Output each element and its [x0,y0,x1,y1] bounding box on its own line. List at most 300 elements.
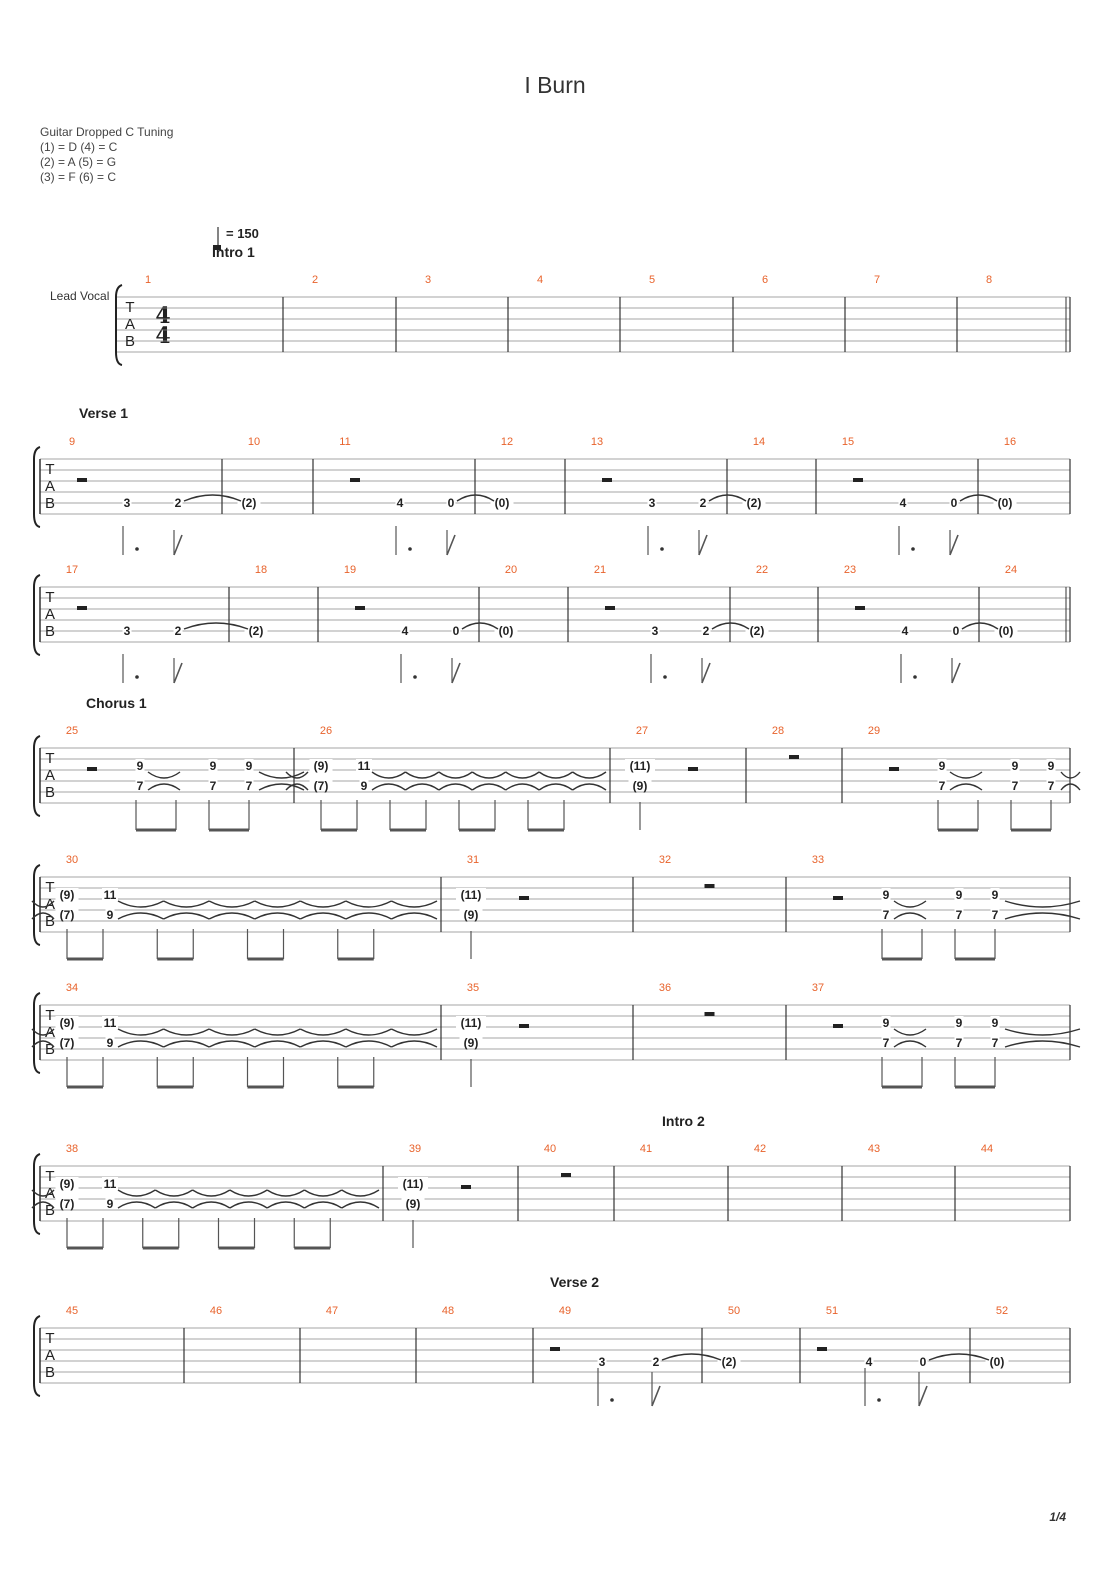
measure-number: 43 [867,1143,881,1155]
beam [143,1247,179,1250]
fret-number: (9) [59,1016,75,1030]
tie [894,1029,926,1035]
tie [1005,913,1080,919]
tab-clef-letter: A [44,767,56,784]
half-rest [550,1347,560,1351]
dot [660,547,664,551]
system-bracket [34,447,40,527]
measure-number: 17 [65,564,79,576]
note-flag [950,535,958,555]
fret-number: (9) [59,1177,75,1191]
measure-number: 6 [761,274,769,286]
tie [267,1190,304,1196]
tie [193,1202,230,1208]
measure-number: 7 [873,274,881,286]
measure-number: 20 [504,564,518,576]
dot [663,675,667,679]
half-rest [77,478,87,482]
fret-number: 7 [1011,779,1019,793]
tab-clef-letter: T [45,461,55,478]
beam [390,829,426,832]
half-rest [350,478,360,482]
fret-number: 0 [950,496,958,510]
beam [248,1086,284,1089]
fret-number: (9) [59,888,75,902]
measure-number: 24 [1004,564,1018,576]
fret-number: 9 [991,1016,999,1030]
fret-number: 7 [882,1036,890,1050]
half-rest [833,1024,843,1028]
beam [209,829,249,832]
fret-number: (2) [721,1355,737,1369]
fret-number: (11) [629,759,651,773]
fret-number: (2) [241,496,257,510]
tie [118,1041,164,1047]
tab-clef-letter: B [44,495,56,512]
tie [118,913,164,919]
measure-number: 11 [339,436,351,448]
tie [164,901,210,907]
tab-clef-letter: T [45,1330,55,1347]
measure-number: 36 [658,982,672,994]
measure-number: 37 [811,982,825,994]
measure-number: 44 [980,1143,994,1155]
tie [346,1041,392,1047]
section-label: Verse 2 [550,1274,600,1290]
tie [255,913,301,919]
tie [391,1041,437,1047]
fret-number: 0 [919,1355,927,1369]
fret-number: 4 [401,624,409,638]
measure-number: 26 [319,725,333,737]
half-rest [87,767,97,771]
beam [67,958,103,961]
tie [506,772,539,778]
fret-number: 4 [901,624,909,638]
tie [539,784,572,790]
fret-number: (7) [59,1036,75,1050]
tie [118,1190,155,1196]
tie [184,495,241,501]
fret-number: 2 [699,496,707,510]
system-bracket [34,1316,40,1396]
fret-number: (9) [463,908,479,922]
half-rest [855,606,865,610]
beam [338,958,374,961]
fret-number: (9) [405,1197,421,1211]
tuning-line: (1) = D (4) = C [40,140,118,154]
beam [938,829,978,832]
fret-number: 7 [136,779,144,793]
measure-number: 9 [68,436,76,448]
measure-number: 40 [543,1143,557,1155]
tie [391,1029,437,1035]
fret-number: (0) [494,496,510,510]
fret-number: (0) [989,1355,1005,1369]
measure-number: 50 [727,1305,741,1317]
measure-number: 23 [843,564,857,576]
fret-number: 0 [952,624,960,638]
beam [321,829,357,832]
fret-number: 9 [245,759,253,773]
dot [911,547,915,551]
tie [304,1202,341,1208]
fret-number: 9 [136,759,144,773]
tie [573,772,606,778]
measure-number: 1 [144,274,152,286]
measure-number: 19 [343,564,357,576]
tab-clef-letter: T [45,879,55,896]
tie [209,913,255,919]
half-rest [461,1185,471,1189]
beam [338,1086,374,1089]
fret-number: 7 [955,1036,963,1050]
tie [391,913,437,919]
tab-clef-letter: T [45,1007,55,1024]
fret-number: (0) [998,624,1014,638]
fret-number: 7 [955,908,963,922]
fret-number: 9 [938,759,946,773]
beam [955,958,995,961]
tie [472,772,505,778]
tab-clef-letter: A [44,606,56,623]
tie [164,1041,210,1047]
measure-number: 3 [424,274,432,286]
tab-clef-letter: A [124,316,136,333]
fret-number: 7 [991,908,999,922]
tie [118,1202,155,1208]
note-flag [952,663,960,683]
half-rest [519,1024,529,1028]
measure-number: 39 [408,1143,422,1155]
fret-number: 9 [106,908,114,922]
tuning-heading: Guitar Dropped C Tuning [40,125,174,139]
measure-number: 32 [658,854,672,866]
tie [1005,901,1080,907]
tab-clef-letter: B [44,1202,56,1219]
tie [1005,1029,1080,1035]
measure-number: 18 [254,564,268,576]
measure-number: 25 [65,725,79,737]
fret-number: 7 [209,779,217,793]
half-rest [602,478,612,482]
beam [136,829,176,832]
tie [300,901,346,907]
measure-number: 13 [590,436,604,448]
tie [539,772,572,778]
fret-number: 9 [1011,759,1019,773]
half-rest [853,478,863,482]
measure-number: 8 [985,274,993,286]
measure-number: 4 [536,274,544,286]
tie [118,901,164,907]
beam [459,829,495,832]
tab-clef-letter: T [45,1168,55,1185]
measure-number: 31 [466,854,480,866]
half-rest [355,606,365,610]
fret-number: 9 [106,1197,114,1211]
tie [255,1029,301,1035]
tab-clef-letter: A [44,1347,56,1364]
beam [882,958,922,961]
fret-number: 0 [447,496,455,510]
tie [894,1041,926,1047]
measure-number: 52 [995,1305,1009,1317]
tie [573,784,606,790]
tie [662,1354,721,1360]
beam [67,1247,103,1250]
dot [877,1398,881,1402]
measure-number: 2 [311,274,319,286]
measure-number: 45 [65,1305,79,1317]
beam [294,1247,330,1250]
tie [894,913,926,919]
tie [462,623,498,629]
tie [259,772,304,778]
tie [472,784,505,790]
half-rest [605,606,615,610]
half-rest [519,896,529,900]
tuning-line: (3) = F (6) = C [40,170,117,184]
dot [408,547,412,551]
tie [405,784,438,790]
beam [955,1086,995,1089]
tie [230,1202,267,1208]
tie [346,901,392,907]
tie [118,1029,164,1035]
tie [184,623,248,629]
half-rest [561,1173,571,1177]
fret-number: (0) [498,624,514,638]
half-rest [705,1012,715,1016]
time-signature-bottom: 4 [155,323,171,349]
measure-number: 42 [753,1143,767,1155]
measure-number: 28 [771,725,785,737]
fret-number: (0) [997,496,1013,510]
half-rest [889,767,899,771]
tab-clef-letter: B [124,333,136,350]
tie [894,901,926,907]
fret-number: 4 [899,496,907,510]
measure-number: 51 [825,1305,839,1317]
tempo-marking: = 150 [226,226,259,241]
fret-number: (2) [248,624,264,638]
tie [300,1041,346,1047]
fret-number: 11 [103,1016,117,1030]
tab-clef-letter: A [44,478,56,495]
dot [135,675,139,679]
note-flag [174,535,182,555]
section-label: Intro 2 [662,1113,705,1129]
measure-number: 34 [65,982,79,994]
beam [67,1086,103,1089]
measure-number: 35 [466,982,480,994]
fret-number: (7) [313,779,329,793]
fret-number: (7) [59,908,75,922]
fret-number: (2) [749,624,765,638]
fret-number: 4 [396,496,404,510]
dot [413,675,417,679]
note-flag [652,1386,660,1406]
tie [372,772,405,778]
tie [193,1190,230,1196]
fret-number: 2 [174,496,182,510]
tie [164,1029,210,1035]
beam [1011,829,1051,832]
fret-number: 9 [955,888,963,902]
note-flag [174,663,182,683]
tie [439,784,472,790]
fret-number: 11 [357,759,371,773]
tie [346,913,392,919]
fret-number: 2 [652,1355,660,1369]
tie [950,772,982,778]
half-rest [688,767,698,771]
tie [255,901,301,907]
fret-number: 3 [123,496,131,510]
tab-clef-letter: B [44,913,56,930]
fret-number: (11) [460,1016,482,1030]
fret-number: 3 [648,496,656,510]
fret-number: (11) [402,1177,424,1191]
section-label: Verse 1 [79,405,129,421]
fret-number: (11) [460,888,482,902]
beam [219,1247,255,1250]
tie [259,784,304,790]
song-title: I Burn [524,72,586,98]
measure-number: 38 [65,1143,79,1155]
note-flag [919,1386,927,1406]
tie [391,901,437,907]
fret-number: (9) [463,1036,479,1050]
measure-number: 16 [1003,436,1017,448]
tie [372,784,405,790]
fret-number: 7 [1047,779,1055,793]
fret-number: 3 [598,1355,606,1369]
measure-number: 49 [558,1305,572,1317]
measure-number: 33 [811,854,825,866]
fret-number: 9 [1047,759,1055,773]
note-flag [702,663,710,683]
tie [439,772,472,778]
fret-number: 2 [174,624,182,638]
fret-number: 7 [882,908,890,922]
fret-number: 9 [360,779,368,793]
fret-number: 11 [103,888,117,902]
measure-number: 30 [65,854,79,866]
tab-clef-letter: B [44,1364,56,1381]
fret-number: 2 [702,624,710,638]
beam [882,1086,922,1089]
half-rest [705,884,715,888]
fret-number: 9 [106,1036,114,1050]
tab-clef-letter: A [44,1024,56,1041]
tie [148,784,180,790]
tie [506,784,539,790]
fret-number: (7) [59,1197,75,1211]
measure-number: 47 [325,1305,339,1317]
page-number: 1/4 [1049,1510,1066,1524]
measure-number: 5 [648,274,656,286]
fret-number: 9 [882,888,890,902]
beam [248,958,284,961]
tie [342,1190,379,1196]
fret-number: 7 [991,1036,999,1050]
tie [950,784,982,790]
fret-number: 9 [209,759,217,773]
fret-number: 11 [103,1177,117,1191]
measure-number: 27 [635,725,649,737]
fret-number: 9 [955,1016,963,1030]
tie [929,1354,989,1360]
beam [528,829,564,832]
tie [164,913,210,919]
fret-number: 7 [938,779,946,793]
dot [913,675,917,679]
tab-clef-letter: T [125,299,135,316]
measure-number: 12 [500,436,514,448]
tie [155,1190,192,1196]
note-flag [447,535,455,555]
note-flag [452,663,460,683]
tab-clef-letter: B [44,784,56,801]
beam [157,958,193,961]
tab-clef-letter: B [44,623,56,640]
fret-number: (9) [632,779,648,793]
fret-number: 7 [245,779,253,793]
fret-number: 4 [865,1355,873,1369]
tie [962,623,998,629]
fret-number: 9 [882,1016,890,1030]
instrument-name: Lead Vocal [50,289,110,303]
section-label: Intro 1 [212,244,255,260]
tab-clef-letter: B [44,1041,56,1058]
fret-number: 3 [651,624,659,638]
tie [304,1190,341,1196]
system-bracket [34,736,40,816]
note-flag [699,535,707,555]
fret-number: 3 [123,624,131,638]
tie [405,772,438,778]
measure-number: 41 [639,1143,653,1155]
measure-number: 15 [841,436,855,448]
system-bracket [34,575,40,655]
tie [267,1202,304,1208]
tab-clef-letter: T [45,589,55,606]
section-label: Chorus 1 [86,695,147,711]
tie [148,772,180,778]
measure-number: 10 [247,436,261,448]
fret-number: 9 [991,888,999,902]
tie [346,1029,392,1035]
tie [300,1029,346,1035]
measure-number: 29 [867,725,881,737]
dot [610,1398,614,1402]
measure-number: 46 [209,1305,223,1317]
beam [157,1086,193,1089]
tie [1005,1041,1080,1047]
tie [209,1041,255,1047]
fret-number: 0 [452,624,460,638]
tie [300,913,346,919]
tuning-line: (2) = A (5) = G [40,155,117,169]
half-rest [77,606,87,610]
measure-number: 21 [593,564,607,576]
half-rest [833,896,843,900]
tie [155,1202,192,1208]
tab-clef-letter: A [44,896,56,913]
tie [209,901,255,907]
